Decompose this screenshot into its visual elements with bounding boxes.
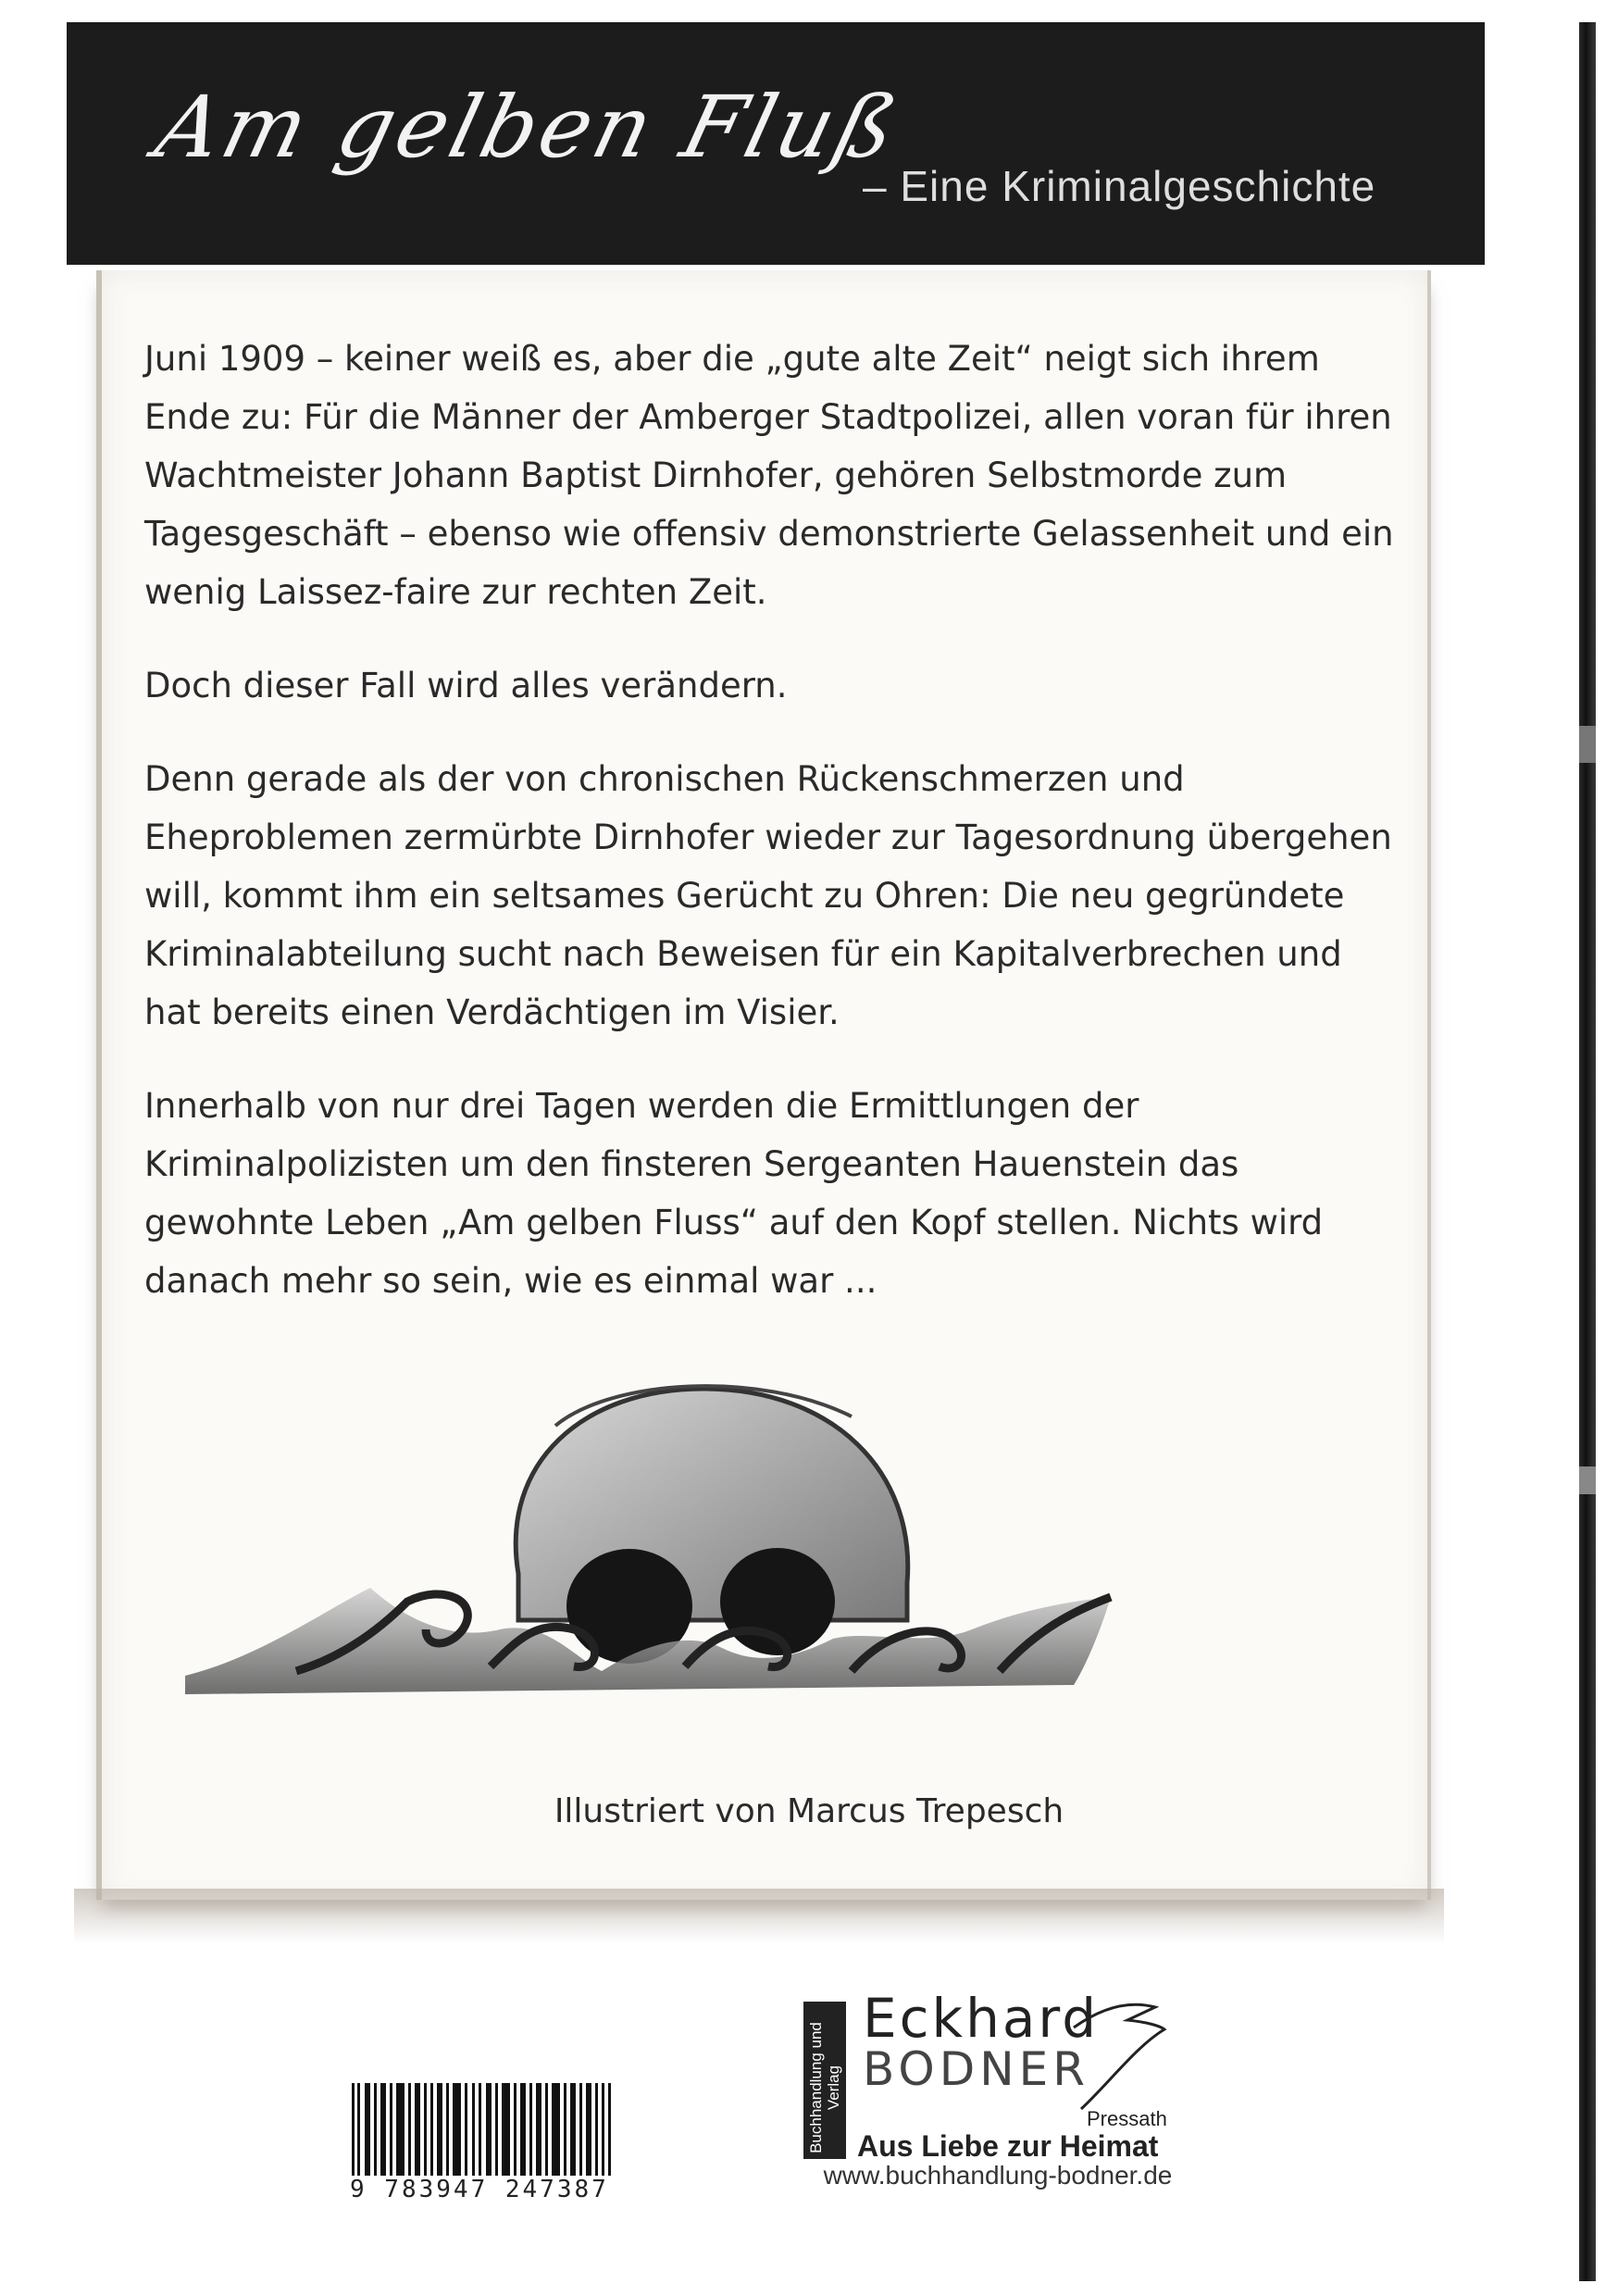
illustrator-credit: Illustriert von Marcus Trepesch [554,1792,1064,1830]
publisher-name-first: Eckhard [863,1987,1100,2050]
book-subtitle: – Eine Kriminalgeschichte [863,162,1376,210]
publisher-website: www.buchhandlung-bodner.de [823,2161,1173,2190]
blurb-text [144,330,1403,1345]
publisher-side-bar [803,2002,846,2159]
swash-icon [1072,2000,1174,2111]
head-in-waves-illustration [185,1352,1222,1741]
page-edge-strip [1579,22,1596,2281]
blurb-paragraph-1: Juni 1909 – keiner weiß es, aber die „gute alte Zeit“ neigt sich ihrem Ende zu: Für die Männer der Amberger Stadtpolizei, allen voran für ihren Wachtmeister Johann Baptist Dirnhofer, gehören Selbstmorde zum Tagesgeschäft – ebenso wie offensiv demonstrierte Gelassenheit und ein wenig Laissez-faire zur rechten Zeit. [144,339,1394,612]
blurb-paragraph-4: Innerhalb von nur drei Tagen werden die Ermittlungen der Kriminalpolizisten um den finsteren Sergeanten Hauenstein das gewohnte Leben „Am gelben Fluss“ auf den Kopf stellen. Nichts wird danach mehr so sein, wie es einmal war ... [144,1086,1324,1301]
blurb-paragraph-3: Denn gerade als der von chronischen Rückenschmerzen und Eheproblemen zermürbte Dirnhofer wieder zur Tagesordnung übergehen will, kommt ihm ein seltsames Gerücht zu Ohren: Die neu gegründete Kriminalabteilung sucht nach Beweisen für ein Kapitalverbrechen und hat bereits einen Verdächtigen im Visier. [144,759,1392,1032]
paper-shadow [74,1889,1444,1944]
publisher-side-text: Buchhandlung und Verlag [807,2022,842,2153]
publisher-name-last: BODNER [863,2042,1090,2096]
publisher-slogan: Aus Liebe zur Heimat [857,2129,1159,2163]
book-title: Am gelben Fluß [146,78,910,177]
publisher-place: Pressath [1087,2107,1167,2130]
title-banner [67,22,1485,265]
isbn-number: 9 783947 247387 [350,2176,646,2203]
blurb-paragraph-2: Doch dieser Fall wird alles verändern. [144,666,788,705]
